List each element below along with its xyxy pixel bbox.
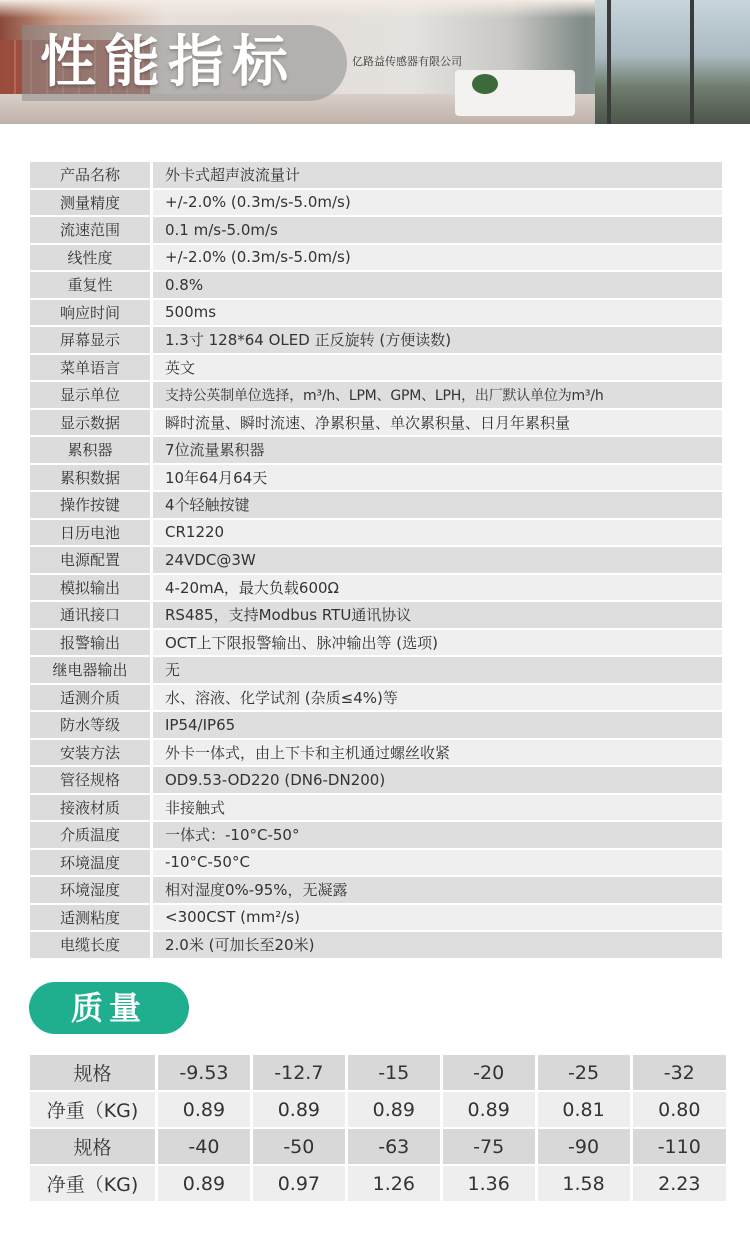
table-cell: 0.97: [251, 1165, 346, 1202]
table-cell: -32: [631, 1055, 726, 1091]
spec-value: 1.3寸 128*64 OLED 正反旋转 (方便读数): [152, 326, 723, 354]
row-header: 净重（KG): [30, 1165, 157, 1202]
spec-label: 模拟输出: [30, 574, 152, 602]
banner-plant: [472, 74, 498, 94]
spec-label: 产品名称: [30, 162, 152, 189]
spec-row: [30, 684, 722, 712]
table-cell: 0.89: [346, 1091, 441, 1128]
spec-label: 菜单语言: [30, 354, 152, 382]
spec-label: 日历电池: [30, 519, 152, 547]
spec-row: [30, 821, 722, 849]
spec-label: 通讯接口: [30, 601, 152, 629]
size-row: [30, 1128, 726, 1165]
spec-value: 一体式：-10°C-50°: [152, 821, 723, 849]
spec-row: [30, 546, 722, 574]
spec-value: +/-2.0% (0.3m/s-5.0m/s): [152, 244, 723, 272]
spec-row: [30, 601, 722, 629]
spec-label: 继电器输出: [30, 656, 152, 684]
spec-label: 线性度: [30, 244, 152, 272]
row-header: 净重（KG): [30, 1091, 157, 1128]
spec-value: OD9.53-OD220 (DN6-DN200): [152, 766, 723, 794]
spec-value: CR1220: [152, 519, 723, 547]
window-mullion: [690, 0, 694, 124]
spec-label: 接液材质: [30, 794, 152, 822]
spec-value: 水、溶液、化学试剂 (杂质≤4%)等: [152, 684, 723, 712]
table-cell: 1.26: [346, 1165, 441, 1202]
spec-label: 流速范围: [30, 216, 152, 244]
spec-row: [30, 711, 722, 739]
page-title: 性能指标: [40, 30, 296, 95]
spec-value: 0.1 m/s-5.0m/s: [152, 216, 723, 244]
size-row: [30, 1055, 726, 1091]
spec-row: [30, 739, 722, 767]
spec-label: 响应时间: [30, 299, 152, 327]
spec-row: [30, 931, 722, 959]
weight-row: [30, 1091, 726, 1128]
weight-row: [30, 1165, 726, 1202]
table-cell: -50: [251, 1128, 346, 1165]
spec-value: 无: [152, 656, 723, 684]
spec-value: 0.8%: [152, 271, 723, 299]
spec-row: [30, 216, 722, 244]
spec-label: 操作按键: [30, 491, 152, 519]
spec-table: [30, 162, 722, 960]
spec-value: 相对湿度0%-95%，无凝露: [152, 876, 723, 904]
spec-value: OCT上下限报警输出、脉冲输出等 (选项): [152, 629, 723, 657]
table-cell: -25: [536, 1055, 631, 1091]
spec-label: 适测粘度: [30, 904, 152, 932]
table-cell: -12.7: [251, 1055, 346, 1091]
spec-label: 显示单位: [30, 381, 152, 409]
table-cell: 0.89: [251, 1091, 346, 1128]
table-cell: 0.89: [441, 1091, 536, 1128]
table-cell: 0.81: [536, 1091, 631, 1128]
spec-value: 2.0米 (可加长至20米): [152, 931, 723, 959]
row-header: 规格: [30, 1055, 157, 1091]
spec-row: [30, 271, 722, 299]
spec-row: [30, 849, 722, 877]
table-cell: 1.58: [536, 1165, 631, 1202]
table-cell: -40: [157, 1128, 252, 1165]
banner-reception-desk: [455, 70, 575, 116]
spec-row: [30, 794, 722, 822]
spec-label: 显示数据: [30, 409, 152, 437]
spec-label: 电源配置: [30, 546, 152, 574]
table-cell: 1.36: [441, 1165, 536, 1202]
spec-row: [30, 381, 722, 409]
spec-label: 适测介质: [30, 684, 152, 712]
table-cell: 0.89: [157, 1091, 252, 1128]
banner-window-image: [595, 0, 750, 124]
row-header: 规格: [30, 1128, 157, 1165]
spec-label: 测量精度: [30, 189, 152, 217]
spec-value: 7位流量累积器: [152, 436, 723, 464]
spec-row: [30, 244, 722, 272]
table-cell: -90: [536, 1128, 631, 1165]
spec-row: [30, 189, 722, 217]
spec-value: 4个轻触按键: [152, 491, 723, 519]
table-cell: -9.53: [157, 1055, 252, 1091]
spec-label: 电缆长度: [30, 931, 152, 959]
spec-row: [30, 876, 722, 904]
spec-value: IP54/IP65: [152, 711, 723, 739]
table-cell: 2.23: [631, 1165, 726, 1202]
spec-row: [30, 436, 722, 464]
spec-value: 24VDC@3W: [152, 546, 723, 574]
window-mullion: [607, 0, 611, 124]
table-cell: 0.89: [157, 1165, 252, 1202]
table-cell: -20: [441, 1055, 536, 1091]
table-cell: -110: [631, 1128, 726, 1165]
spec-label: 报警输出: [30, 629, 152, 657]
spec-value: -10°C-50°C: [152, 849, 723, 877]
spec-value: 非接触式: [152, 794, 723, 822]
spec-row: [30, 299, 722, 327]
spec-value: 外卡一体式，由上下卡和主机通过螺丝收紧: [152, 739, 723, 767]
spec-value: +/-2.0% (0.3m/s-5.0m/s): [152, 189, 723, 217]
spec-value: 支持公英制单位选择，m³/h、LPM、GPM、LPH，出厂默认单位为m³/h: [152, 381, 723, 409]
spec-label: 安装方法: [30, 739, 152, 767]
spec-value: <300CST (mm²/s): [152, 904, 723, 932]
spec-row: [30, 629, 722, 657]
table-cell: -75: [441, 1128, 536, 1165]
spec-row: [30, 326, 722, 354]
spec-value: 英文: [152, 354, 723, 382]
spec-label: 累积数据: [30, 464, 152, 492]
spec-row: [30, 491, 722, 519]
spec-row: [30, 656, 722, 684]
spec-label: 管径规格: [30, 766, 152, 794]
spec-row: [30, 904, 722, 932]
spec-value: 外卡式超声波流量计: [152, 162, 723, 189]
spec-row: [30, 464, 722, 492]
spec-row: [30, 519, 722, 547]
spec-value: 500ms: [152, 299, 723, 327]
spec-row: [30, 354, 722, 382]
spec-row: [30, 162, 722, 189]
spec-value: 4-20mA，最大负载600Ω: [152, 574, 723, 602]
spec-row: [30, 409, 722, 437]
spec-label: 屏幕显示: [30, 326, 152, 354]
weight-table: [30, 1055, 726, 1203]
spec-row: [30, 766, 722, 794]
header-banner: [0, 0, 750, 124]
spec-row: [30, 574, 722, 602]
spec-label: 介质温度: [30, 821, 152, 849]
table-cell: -15: [346, 1055, 441, 1091]
table-cell: 0.80: [631, 1091, 726, 1128]
company-name: 亿路益传感器有限公司: [352, 55, 462, 68]
spec-label: 环境温度: [30, 849, 152, 877]
quality-section-title: 质量: [70, 989, 147, 1027]
spec-value: 瞬时流量、瞬时流速、净累积量、单次累积量、日月年累积量: [152, 409, 723, 437]
spec-label: 重复性: [30, 271, 152, 299]
spec-value: RS485，支持Modbus RTU通讯协议: [152, 601, 723, 629]
spec-label: 环境湿度: [30, 876, 152, 904]
spec-label: 累积器: [30, 436, 152, 464]
table-cell: -63: [346, 1128, 441, 1165]
spec-label: 防水等级: [30, 711, 152, 739]
spec-value: 10年64月64天: [152, 464, 723, 492]
